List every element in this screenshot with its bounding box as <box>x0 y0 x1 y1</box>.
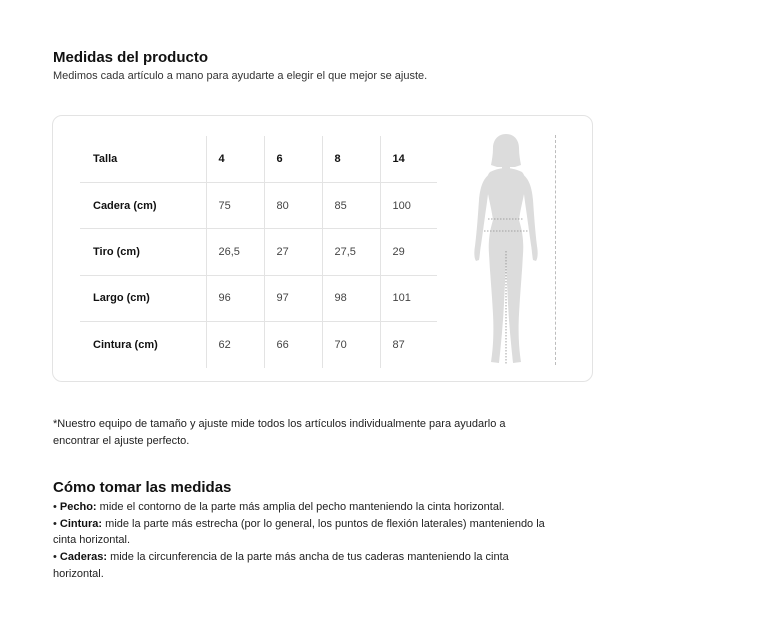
page-title: Medidas del producto <box>53 49 209 66</box>
table-cell: 27 <box>264 229 322 275</box>
table-cell: 26,5 <box>206 229 264 275</box>
size-header-label: Talla <box>80 136 206 182</box>
table-cell: 96 <box>206 275 264 321</box>
list-item-term: Caderas: <box>59 551 107 564</box>
how-to-measure-title: Cómo tomar las medidas <box>53 479 232 496</box>
table-cell: 101 <box>380 275 437 321</box>
table-cell: 85 <box>322 182 380 228</box>
size-table <box>80 136 437 368</box>
size-header-cell: 4 <box>206 136 264 182</box>
table-cell: 27,5 <box>322 229 380 275</box>
size-header-cell: 6 <box>264 136 322 182</box>
how-to-measure-list <box>53 499 553 583</box>
list-item-text: mide el contorno de la parte más amplia del pecho manteniendo la cinta horizontal. <box>99 501 505 513</box>
length-measure-line <box>555 135 556 365</box>
list-item: • Cintura: mide la parte más estrecha (por lo general, los puntos de flexión laterales) manteniendo la cinta horizontal. <box>53 517 545 547</box>
table-row <box>80 229 437 275</box>
table-cell: 29 <box>380 229 437 275</box>
table-cell: 70 <box>322 322 380 368</box>
list-item: • Pecho: mide el contorno de la parte más amplia del pecho manteniendo la cinta horizontal. <box>53 501 505 513</box>
table-cell: 75 <box>206 182 264 228</box>
table-cell: 97 <box>264 275 322 321</box>
table-cell: 80 <box>264 182 322 228</box>
size-header-cell: 8 <box>322 136 380 182</box>
row-label: Cintura (cm) <box>93 339 158 351</box>
list-item-term: Pecho: <box>59 501 97 513</box>
row-label: Largo (cm) <box>80 275 206 321</box>
page-subtitle: Medimos cada artículo a mano para ayudarte a elegir el que mejor se ajuste. <box>53 70 428 82</box>
list-item: • Caderas: mide la circunferencia de la parte más ancha de tus caderas manteniendo la cinta horizontal. <box>53 551 509 580</box>
row-label: Tiro (cm) <box>80 229 206 275</box>
table-cell: 62 <box>206 322 264 368</box>
body-silhouette-icon <box>466 134 546 366</box>
row-label: Cadera (cm) <box>80 182 206 228</box>
table-row <box>80 322 437 368</box>
table-row <box>80 182 437 228</box>
table-header-row <box>80 136 437 182</box>
list-item-text: mide la parte más estrecha (por lo general, los puntos de flexión laterales) manteniendo la cinta horizontal. <box>53 517 545 547</box>
list-item-text: mide la circunferencia de la parte más ancha de tus caderas manteniendo la cinta horizontal. <box>53 551 509 580</box>
fit-note: *Nuestro equipo de tamaño y ajuste mide todos los artículos individualmente para ayudarlo a encontrar el ajuste perfecto. <box>53 418 506 447</box>
table-cell: 87 <box>380 322 437 368</box>
table-row <box>80 275 437 321</box>
list-item-term: Cintura: <box>59 517 103 530</box>
table-cell: 100 <box>380 182 437 228</box>
table-cell: 98 <box>322 275 380 321</box>
size-header-cell: 14 <box>380 136 437 182</box>
table-cell: 66 <box>264 322 322 368</box>
